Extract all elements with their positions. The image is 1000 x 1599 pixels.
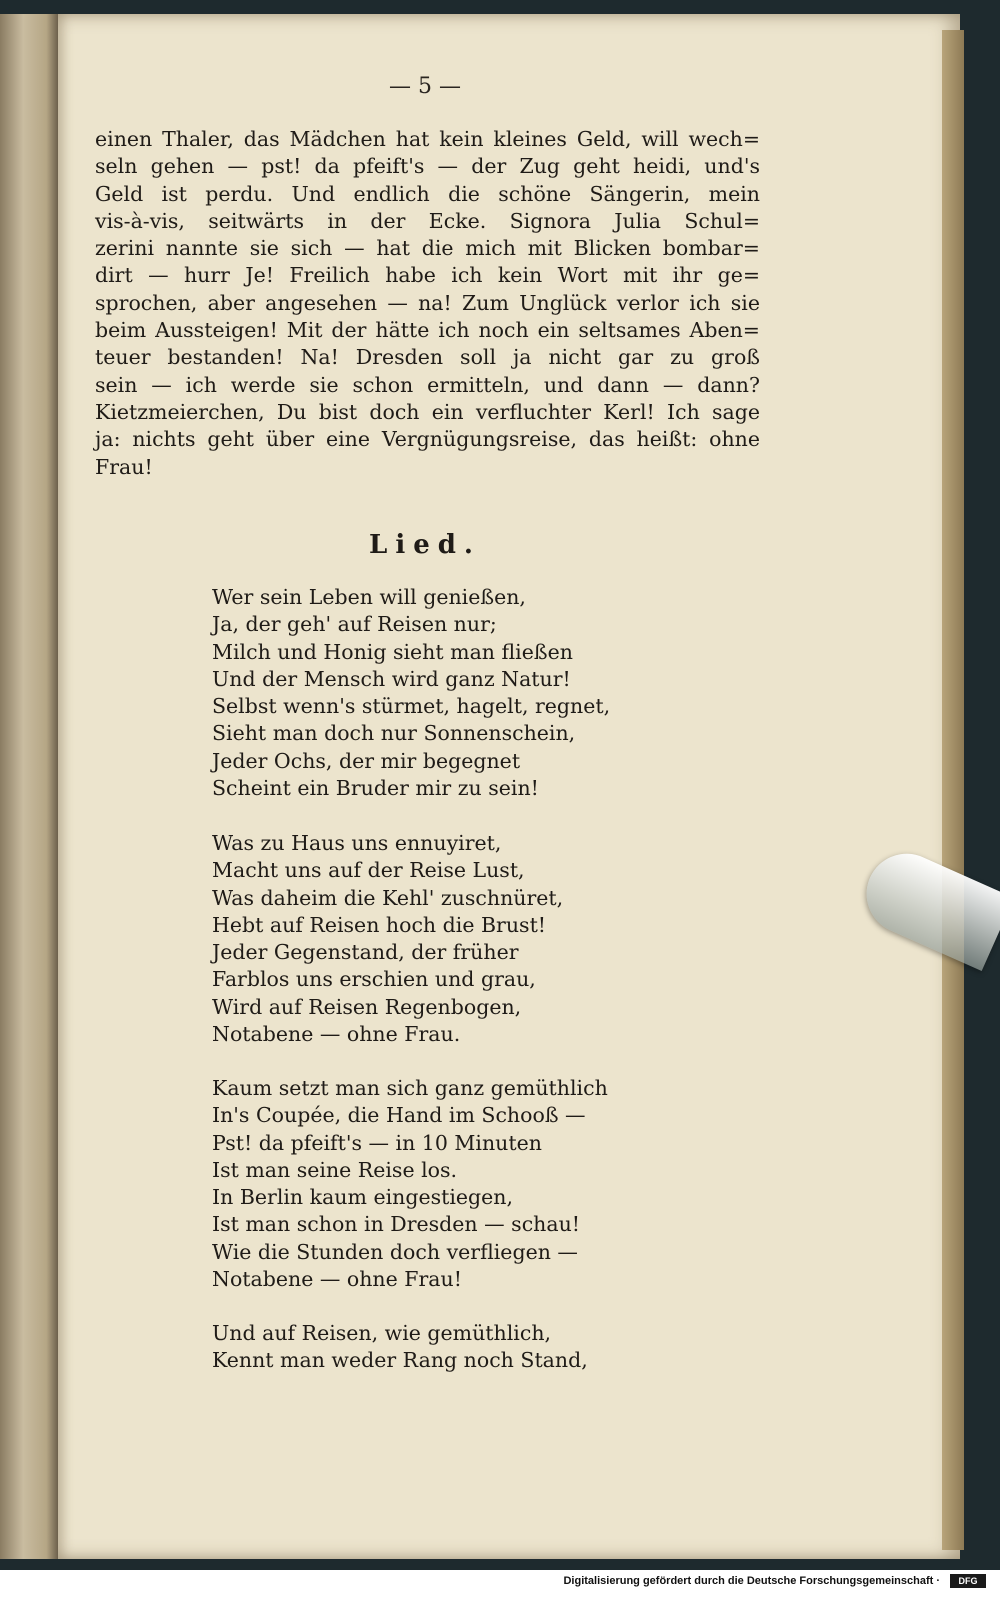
verse-line: Ja, der geh' auf Reisen nur; [212, 612, 497, 637]
prose-line: einen Thaler, das Mädchen hat kein kleines Geld, will wech= [95, 127, 760, 151]
prose-line: sein — ich werde sie schon ermitteln, und dann — dann? [95, 372, 760, 397]
verse-line: Jeder Gegenstand, der früher [212, 940, 519, 965]
verse-line: Wird auf Reisen Regenbogen, [212, 994, 522, 1019]
verse-line: Notabene — ohne Frau. [212, 1022, 461, 1047]
prose-line: beim Aussteigen! Mit der hätte ich noch ein seltsames Aben= [95, 318, 760, 343]
stanza-1 [212, 584, 672, 802]
verse-line: Kennt man weder Rang noch Stand, [212, 1348, 588, 1373]
footer-credit: Digitalisierung gefördert durch die Deutsche Forschungsgemeinschaft · [563, 1575, 940, 1587]
verse-line: Sieht man doch nur Sonnenschein, [212, 721, 576, 746]
verse-line: In's Coupée, die Hand im Schooß — [212, 1103, 586, 1128]
stanza-3 [212, 1075, 672, 1293]
verse-line: Jeder Ochs, der mir begegnet [212, 748, 521, 773]
verse-line: Was daheim die Kehl' zuschnüret, [212, 885, 564, 910]
prose-line: Kietzmeierchen, Du bist doch ein verfluchter Kerl! Ich sage [95, 399, 760, 424]
prose-line: sprochen, aber angesehen — na! Zum Unglück verlor ich sie [95, 290, 760, 315]
verse-line: Milch und Honig sieht man fließen [212, 639, 573, 664]
prose-line: Frau! [95, 454, 153, 479]
verse-line: Und der Mensch wird ganz Natur! [212, 666, 571, 691]
song-title: Lied. [369, 530, 481, 560]
prose-line: seln gehen — pst! da pfeift's — der Zug geht heidi, und's [95, 154, 760, 179]
stanza-2 [212, 830, 672, 1048]
prose-line: dirt — hurr Je! Freilich habe ich kein Wort mit ihr ge= [95, 263, 760, 288]
facing-page-edge [0, 14, 58, 1559]
stanza-4 [212, 1320, 672, 1375]
verse-line: Macht uns auf der Reise Lust, [212, 858, 525, 883]
verse-line: Pst! da pfeift's — in 10 Minuten [212, 1130, 542, 1155]
verse-line: Scheint ein Bruder mir zu sein! [212, 776, 539, 801]
dfg-logo: DFG [950, 1574, 986, 1588]
verse-line: Wie die Stunden doch verfliegen — [212, 1239, 578, 1264]
verse-line: Ist man schon in Dresden — schau! [212, 1212, 581, 1237]
verse-line: Hebt auf Reisen hoch die Brust! [212, 912, 547, 937]
prose-line: ja: nichts geht über eine Vergnügungsreise, das heißt: ohne [95, 427, 760, 452]
verse-line: In Berlin kaum eingestiegen, [212, 1185, 514, 1210]
verse-line: Selbst wenn's stürmet, hagelt, regnet, [212, 694, 611, 719]
prose-line: zerini nannte sie sich — hat die mich mit Blicken bombar= [95, 236, 760, 261]
verse-line: Farblos uns erschien und grau, [212, 967, 536, 992]
page-edge [942, 30, 964, 1550]
verse-line: Und auf Reisen, wie gemüthlich, [212, 1321, 552, 1345]
prose-line: Geld ist perdu. Und endlich die schöne Sängerin, mein [95, 181, 760, 206]
verse-line: Wer sein Leben will genießen, [212, 585, 526, 609]
prose-line: vis-à-vis, seitwärts in der Ecke. Signora Julia Schul= [95, 208, 760, 233]
verse-line: Kaum setzt man sich ganz gemüthlich [212, 1076, 608, 1100]
page-number: — 5 — [389, 74, 461, 99]
prose-line: teuer bestanden! Na! Dresden soll ja nicht gar zu groß [95, 345, 760, 370]
verse-line: Was zu Haus uns ennuyiret, [212, 831, 502, 855]
prose-paragraph [95, 126, 760, 481]
verse-line: Notabene — ohne Frau! [212, 1267, 462, 1292]
verse-line: Ist man seine Reise los. [212, 1157, 458, 1182]
